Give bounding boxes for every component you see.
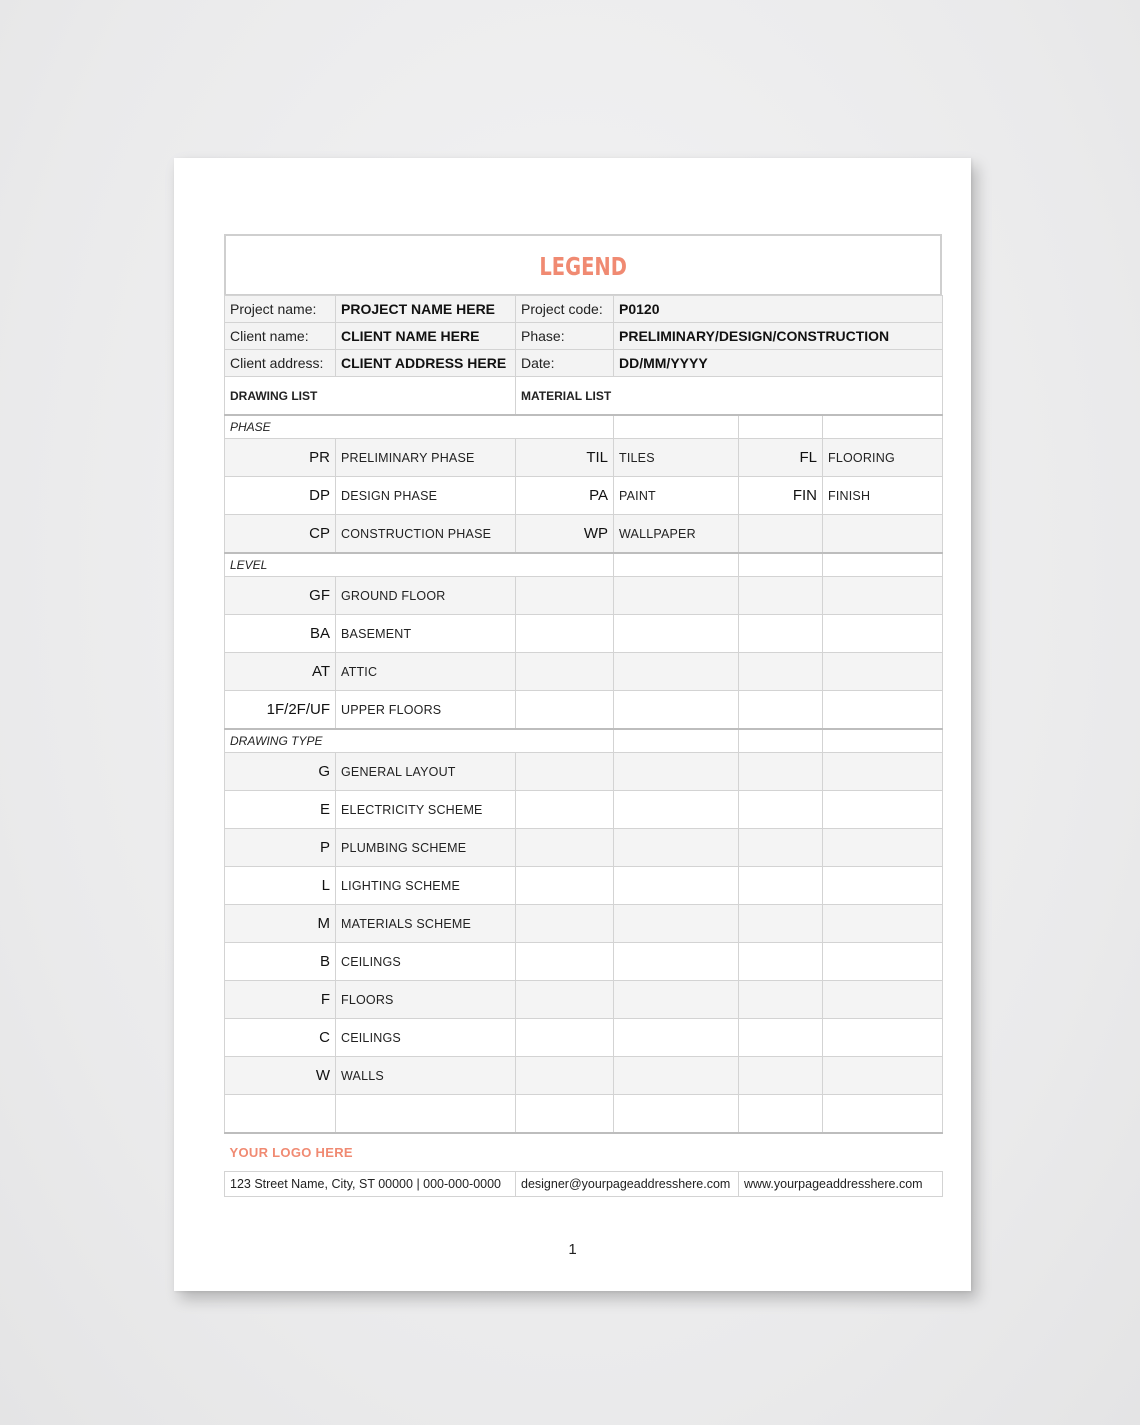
empty-cell: [614, 905, 739, 943]
empty-cell: [614, 653, 739, 691]
info-row: [225, 350, 943, 377]
legend-row: [225, 905, 943, 943]
legend-row: [225, 1019, 943, 1057]
legend-description: CEILINGS: [336, 943, 516, 981]
legend-row: [225, 753, 943, 791]
empty-cell: [823, 691, 943, 730]
empty-cell: [516, 691, 614, 730]
legend-code: 1F/2F/UF: [225, 691, 336, 730]
empty-cell: [823, 1057, 943, 1095]
legend-code: [225, 1095, 336, 1134]
empty-cell: [614, 577, 739, 615]
empty-cell: [614, 1019, 739, 1057]
empty-cell: [739, 1057, 823, 1095]
legend-row: [225, 981, 943, 1019]
material-description: WALLPAPER: [614, 515, 739, 554]
legend-table: [224, 295, 943, 1197]
empty-cell: [614, 691, 739, 730]
table-cell: [823, 729, 943, 753]
legend-description: WALLS: [336, 1057, 516, 1095]
footer-website: www.yourpageaddresshere.com: [739, 1172, 943, 1197]
legend-code: W: [225, 1057, 336, 1095]
legend-row: [225, 653, 943, 691]
empty-cell: [739, 653, 823, 691]
info-value: PROJECT NAME HERE: [336, 296, 516, 323]
legend-description: ATTIC: [336, 653, 516, 691]
legend-code: CP: [225, 515, 336, 554]
page-title: LEGEND: [539, 251, 627, 281]
info-value: PRELIMINARY/DESIGN/CONSTRUCTION: [614, 323, 943, 350]
legend-description: BASEMENT: [336, 615, 516, 653]
table-cell: [739, 553, 823, 577]
material-description: FINISH: [823, 477, 943, 515]
empty-cell: [823, 905, 943, 943]
footer-row: [225, 1172, 943, 1197]
info-label: Project name:: [225, 296, 336, 323]
empty-cell: [516, 1057, 614, 1095]
legend-code: E: [225, 791, 336, 829]
empty-cell: [516, 943, 614, 981]
table-cell: [614, 553, 739, 577]
table-cell: [823, 415, 943, 439]
legend-code: G: [225, 753, 336, 791]
empty-cell: [739, 615, 823, 653]
empty-cell: [614, 981, 739, 1019]
info-label: Project code:: [516, 296, 614, 323]
legend-description: GROUND FLOOR: [336, 577, 516, 615]
logo-placeholder: YOUR LOGO HERE: [225, 1133, 943, 1172]
legend-code: C: [225, 1019, 336, 1057]
section-heading-row: [225, 415, 943, 439]
empty-cell: [823, 1095, 943, 1134]
legend-code: PR: [225, 439, 336, 477]
legend-description: MATERIALS SCHEME: [336, 905, 516, 943]
table-cell: [614, 415, 739, 439]
legend-code: DP: [225, 477, 336, 515]
section-heading-level: LEVEL: [225, 553, 614, 577]
empty-cell: [739, 577, 823, 615]
material-list-heading: MATERIAL LIST: [516, 377, 943, 416]
empty-cell: [516, 753, 614, 791]
footer-email: designer@yourpageaddresshere.com: [516, 1172, 739, 1197]
empty-cell: [516, 653, 614, 691]
legend-code: L: [225, 867, 336, 905]
legend-row: [225, 791, 943, 829]
legend-row: [225, 1057, 943, 1095]
empty-cell: [823, 981, 943, 1019]
empty-cell: [823, 943, 943, 981]
material-description: FLOORING: [823, 439, 943, 477]
empty-cell: [614, 753, 739, 791]
title-box: [224, 234, 942, 295]
info-value: CLIENT ADDRESS HERE: [336, 350, 516, 377]
table-cell: [739, 729, 823, 753]
empty-cell: [516, 615, 614, 653]
empty-cell: [823, 615, 943, 653]
empty-cell: [823, 867, 943, 905]
info-row: [225, 323, 943, 350]
legend-row: [225, 1095, 943, 1134]
empty-cell: [823, 653, 943, 691]
material-code: TIL: [516, 439, 614, 477]
legend-description: ELECTRICITY SCHEME: [336, 791, 516, 829]
empty-cell: [739, 791, 823, 829]
legend-description: LIGHTING SCHEME: [336, 867, 516, 905]
legend-description: PRELIMINARY PHASE: [336, 439, 516, 477]
empty-cell: [739, 1019, 823, 1057]
footer-address: 123 Street Name, City, ST 00000 | 000-000-0000: [225, 1172, 516, 1197]
material-code: PA: [516, 477, 614, 515]
legend-row: [225, 439, 943, 477]
legend-code: P: [225, 829, 336, 867]
material-description: [823, 515, 943, 554]
empty-cell: [516, 829, 614, 867]
empty-cell: [823, 829, 943, 867]
empty-cell: [614, 791, 739, 829]
legend-row: [225, 577, 943, 615]
empty-cell: [739, 829, 823, 867]
section-heading-drawing-type: DRAWING TYPE: [225, 729, 614, 753]
document-page: [174, 158, 971, 1291]
section-heading-row: [225, 729, 943, 753]
legend-description: CONSTRUCTION PHASE: [336, 515, 516, 554]
empty-cell: [614, 867, 739, 905]
empty-cell: [516, 905, 614, 943]
logo-row: [225, 1133, 943, 1172]
legend-description: CEILINGS: [336, 1019, 516, 1057]
empty-cell: [739, 943, 823, 981]
material-code: FIN: [739, 477, 823, 515]
legend-row: [225, 691, 943, 730]
empty-cell: [739, 753, 823, 791]
legend-row: [225, 829, 943, 867]
legend-code: M: [225, 905, 336, 943]
info-label: Phase:: [516, 323, 614, 350]
empty-cell: [739, 691, 823, 730]
empty-cell: [614, 943, 739, 981]
empty-cell: [823, 791, 943, 829]
info-value: DD/MM/YYYY: [614, 350, 943, 377]
section-heading-phase: PHASE: [225, 415, 614, 439]
list-header-row: [225, 377, 943, 416]
legend-description: FLOORS: [336, 981, 516, 1019]
legend-row: [225, 615, 943, 653]
empty-cell: [516, 981, 614, 1019]
info-label: Date:: [516, 350, 614, 377]
empty-cell: [614, 1057, 739, 1095]
material-description: TILES: [614, 439, 739, 477]
material-code: [739, 515, 823, 554]
empty-cell: [516, 1095, 614, 1134]
material-description: PAINT: [614, 477, 739, 515]
legend-description: [336, 1095, 516, 1134]
section-heading-row: [225, 553, 943, 577]
empty-cell: [516, 867, 614, 905]
legend-code: BA: [225, 615, 336, 653]
info-value: CLIENT NAME HERE: [336, 323, 516, 350]
empty-cell: [614, 829, 739, 867]
empty-cell: [614, 615, 739, 653]
legend-code: B: [225, 943, 336, 981]
legend-sheet: [224, 234, 942, 1197]
material-code: FL: [739, 439, 823, 477]
info-value: P0120: [614, 296, 943, 323]
drawing-list-heading: DRAWING LIST: [225, 377, 516, 416]
empty-cell: [739, 1095, 823, 1134]
empty-cell: [516, 1019, 614, 1057]
page-number: 1: [568, 1241, 577, 1258]
legend-code: AT: [225, 653, 336, 691]
legend-row: [225, 943, 943, 981]
info-label: Client address:: [225, 350, 336, 377]
empty-cell: [614, 1095, 739, 1134]
empty-cell: [739, 867, 823, 905]
empty-cell: [823, 753, 943, 791]
empty-cell: [516, 577, 614, 615]
legend-description: UPPER FLOORS: [336, 691, 516, 730]
empty-cell: [516, 791, 614, 829]
table-cell: [739, 415, 823, 439]
material-code: WP: [516, 515, 614, 554]
empty-cell: [823, 1019, 943, 1057]
legend-row: [225, 515, 943, 554]
info-label: Client name:: [225, 323, 336, 350]
legend-code: F: [225, 981, 336, 1019]
empty-cell: [739, 981, 823, 1019]
table-cell: [614, 729, 739, 753]
table-cell: [823, 553, 943, 577]
empty-cell: [739, 905, 823, 943]
legend-row: [225, 477, 943, 515]
empty-cell: [823, 577, 943, 615]
legend-description: GENERAL LAYOUT: [336, 753, 516, 791]
legend-description: DESIGN PHASE: [336, 477, 516, 515]
legend-row: [225, 867, 943, 905]
legend-code: GF: [225, 577, 336, 615]
info-row: [225, 296, 943, 323]
legend-description: PLUMBING SCHEME: [336, 829, 516, 867]
